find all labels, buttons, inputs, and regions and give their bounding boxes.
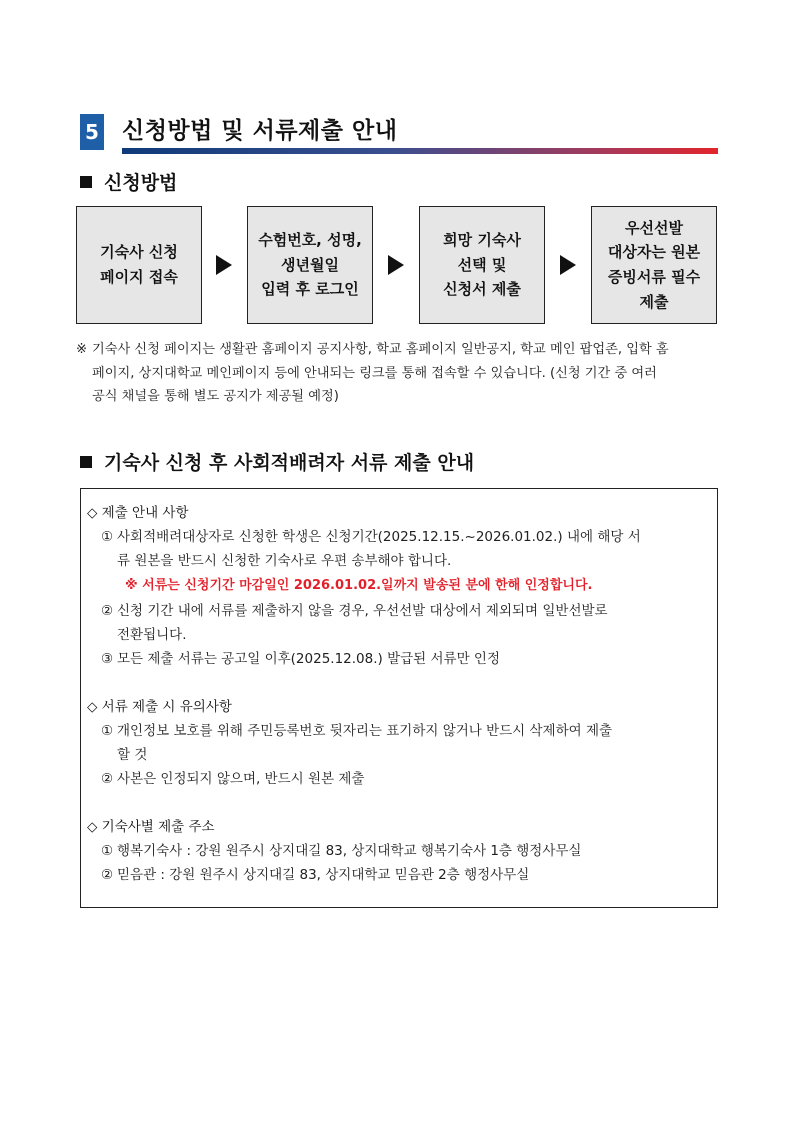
list-item <box>87 839 711 863</box>
docs-info-box <box>80 488 718 908</box>
section-header <box>80 112 718 156</box>
item-number: ① <box>101 843 114 859</box>
item-number: ② <box>101 771 114 787</box>
item-number: ② <box>101 867 114 883</box>
section-title-underline <box>122 148 718 154</box>
item-number: ② <box>101 603 114 619</box>
group-submission-title: ◇ 제출 안내 사항 <box>87 505 189 521</box>
flow-step-3-line1: 희망 기숙사 <box>443 230 521 249</box>
flow-step-4-line3: 증빙서류 필수 <box>607 268 701 286</box>
item-line: 사본은 인정되지 않으며, 반드시 원본 제출 <box>117 771 365 787</box>
flow-step-4-line4: 제출 <box>639 292 669 311</box>
flow-step-2-line3: 입력 후 로그인 <box>261 280 359 299</box>
flow-step-3-line3: 신청서 제출 <box>443 280 521 299</box>
list-item <box>87 863 711 887</box>
list-item <box>87 599 711 647</box>
section-number-badge: 5 <box>80 114 104 150</box>
square-bullet-icon <box>80 456 92 468</box>
flow-step-1-line1: 기숙사 신청 <box>100 243 178 262</box>
list-item <box>87 525 711 573</box>
method-heading <box>80 168 177 195</box>
item-number: ① <box>101 723 114 739</box>
arrow-right-icon <box>560 255 576 275</box>
item-number: ③ <box>101 651 114 667</box>
item-line: 류 원본을 반드시 신청한 기숙사로 우편 송부해야 합니다. <box>117 553 452 569</box>
arrow-right-icon <box>216 255 232 275</box>
flow-step-4 <box>591 206 717 324</box>
docs-heading-text: 기숙사 신청 후 사회적배려자 서류 제출 안내 <box>104 452 475 474</box>
item-line: 믿음관 : 강원 원주시 상지대길 83, 상지대학교 믿음관 2층 행정사무실 <box>117 867 530 883</box>
item-number: ① <box>101 529 114 545</box>
note-line1: 기숙사 신청 페이지는 생활관 홈페이지 공지사항, 학교 홈페이지 일반공지, 학교 메인 팝업존, 입학 홈 <box>92 342 669 357</box>
item-line: 모든 제출 서류는 공고일 이후(2025.12.08.) 발급된 서류만 인정 <box>117 651 500 667</box>
note-line3: 공식 채널을 통해 별도 공지가 제공될 예정) <box>92 389 339 404</box>
deadline-warning: ※ 서류는 신청기간 마감일인 2026.01.02.일까지 발송된 분에 한해 인정합니다. <box>125 578 593 593</box>
flow-step-4-line2: 대상자는 원본 <box>607 243 701 262</box>
docs-heading <box>80 448 474 475</box>
list-item <box>87 767 711 791</box>
item-line: 전환됩니다. <box>117 627 187 643</box>
method-note <box>76 338 718 409</box>
section-title: 신청방법 및 서류제출 안내 <box>122 118 398 144</box>
flow-step-4-line1: 우선선발 <box>625 218 683 237</box>
item-line: 개인정보 보호를 위해 주민등록번호 뒷자리는 표기하지 않거나 반드시 삭제하여 제출 <box>117 723 613 739</box>
note-line2: 페이지, 상지대학교 메인페이지 등에 안내되는 링크를 통해 접속할 수 있습니다. (신청 기간 중 여러 <box>92 365 657 381</box>
flow-step-2-line2: 생년월일 <box>281 255 339 274</box>
note-mark: ※ <box>76 342 88 357</box>
group-caution-title: ◇ 서류 제출 시 유의사항 <box>87 699 232 715</box>
list-item <box>87 647 711 671</box>
flow-step-1 <box>76 206 202 324</box>
item-line: 사회적배려대상자로 신청한 학생은 신청기간(2025.12.15.~2026.01.02.) 내에 해당 서 <box>117 529 641 545</box>
group-address-title: ◇ 기숙사별 제출 주소 <box>87 819 215 835</box>
flow-step-3 <box>419 206 545 324</box>
flow-step-3-line2: 선택 및 <box>457 255 507 274</box>
flow-step-2-line1: 수험번호, 성명, <box>258 230 362 249</box>
arrow-right-icon <box>388 255 404 275</box>
method-heading-text: 신청방법 <box>104 172 178 194</box>
list-item <box>87 719 711 767</box>
flow-step-2 <box>247 206 373 324</box>
flow-step-1-line2: 페이지 접속 <box>100 268 178 286</box>
item-line: 신청 기간 내에 서류를 제출하지 않을 경우, 우선선발 대상에서 제외되며 일반선발로 <box>117 603 608 619</box>
square-bullet-icon <box>80 176 92 188</box>
item-line: 행복기숙사 : 강원 원주시 상지대길 83, 상지대학교 행복기숙사 1층 행정사무실 <box>117 843 582 859</box>
item-line: 할 것 <box>117 747 148 763</box>
